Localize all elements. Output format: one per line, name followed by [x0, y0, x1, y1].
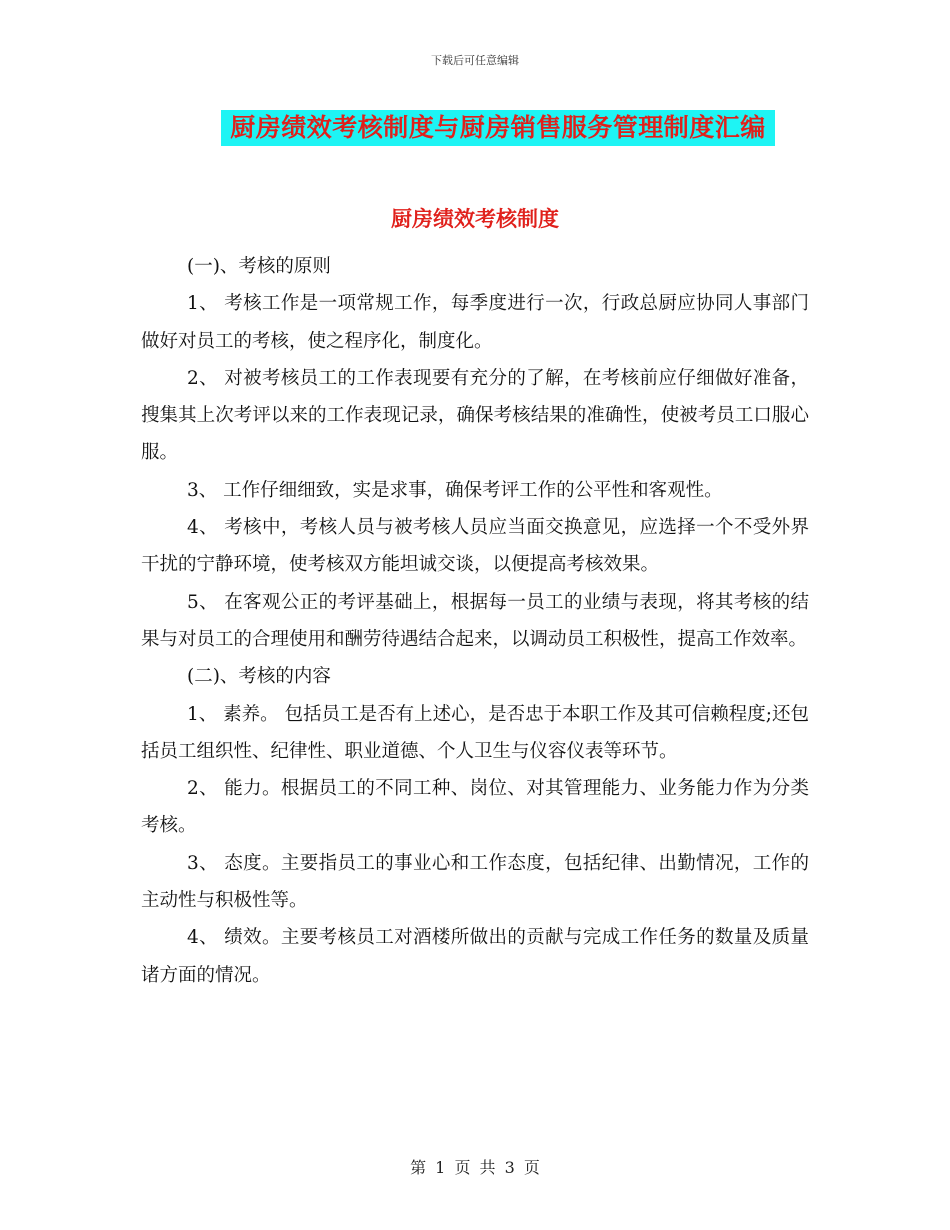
sub-title: 厨房绩效考核制度	[391, 207, 559, 231]
list-item: 1、 素养。 包括员工是否有上述心，是否忠于本职工作及其可信赖程度;还包括员工组织性、纪律性、职业道德、个人卫生与仪容仪表等环节。	[141, 703, 809, 762]
list-item: 2、 对被考核员工的工作表现要有充分的了解，在考核前应仔细做好准备，搜集其上次考评以来的工作表现记录，确保考核结果的准确性，使被考员工口服心服。	[141, 367, 809, 464]
header-note: 下载后可任意编辑	[431, 54, 519, 67]
document-body	[141, 248, 809, 994]
list-item: 1、 考核工作是一项常规工作，每季度进行一次，行政总厨应协同人事部门做好对员工的考核，使之程序化，制度化。	[141, 293, 809, 352]
list-item: 3、 工作仔细细致，实是求事，确保考评工作的公平性和客观性。	[187, 479, 723, 501]
section-heading: (一)、考核的原则	[187, 256, 331, 277]
list-item: 5、 在客观公正的考评基础上，根据每一员工的业绩与表现，将其考核的结果与对员工的合理使用和酬劳待遇结合起来，以调动员工积极性，提高工作效率。	[141, 591, 809, 650]
list-item: 2、 能力。根据员工的不同工种、岗位、对其管理能力、业务能力作为分类考核。	[141, 778, 809, 837]
list-item: 3、 态度。主要指员工的事业心和工作态度，包括纪律、出勤情况，工作的主动性与积极性等。	[141, 852, 809, 912]
main-title: 厨房绩效考核制度与厨房销售服务管理制度汇编	[221, 110, 775, 146]
page-footer: 第 1 页 共 3 页	[410, 1158, 540, 1177]
list-item: 4、 考核中，考核人员与被考核人员应当面交换意见，应选择一个不受外界干扰的宁静环境，使考核双方能坦诚交谈，以便提高考核效果。	[141, 517, 809, 576]
section-heading: (二)、考核的内容	[187, 666, 331, 688]
list-item: 4、 绩效。主要考核员工对酒楼所做出的贡献与完成工作任务的数量及质量诸方面的情况。	[141, 927, 809, 986]
